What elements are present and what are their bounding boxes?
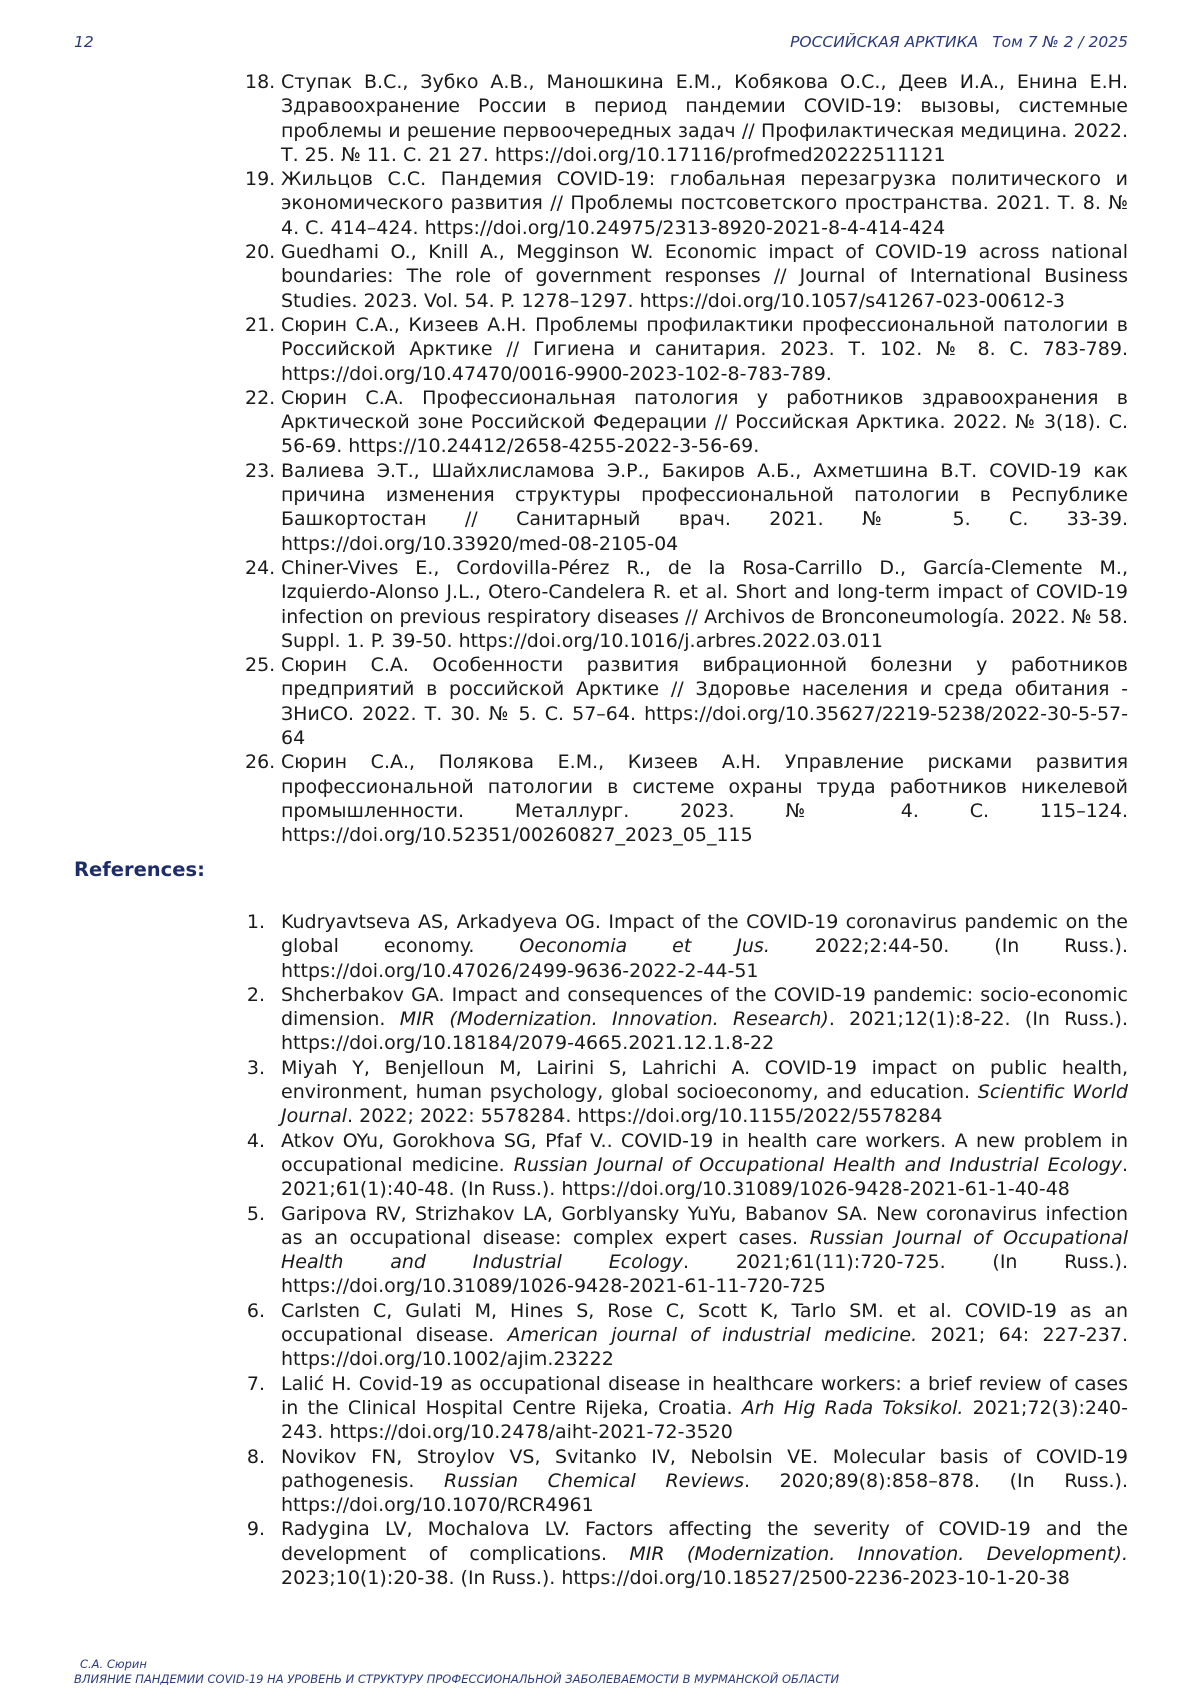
reference-item: [245, 459, 1128, 556]
reference-journal: MIR (Modernization. Innovation. Research): [399, 1008, 829, 1031]
journal-title: [790, 33, 1128, 51]
references-heading: References:: [74, 858, 205, 881]
reference-authors-title: Novikov FN, Stroylov VS, Svitanko IV, Nebolsin VE. Molecular basis of COVID-19 pathogenesis.: [281, 1445, 1128, 1492]
reference-item: [248, 1056, 1128, 1129]
reference-text: Валиева Э.Т., Шайхлисламова Э.Р., Бакиров А.Б., Ахметшина В.Т. COVID-19 как причина изменения структуры профессиональной патологии в Республике Башкортостан // Санитарный врач. 2021. № 5. С. 33-39. https://doi.org/10.33920/med-08-2105-04: [281, 459, 1128, 555]
reference-authors-title: Shcherbakov GA. Impact and consequences of the COVID-19 pandemic: socio-economic dimension.: [281, 983, 1128, 1031]
reference-details: . 2021;12(1):8-22. (In Russ.). https://doi.org/10.18184/2079-4665.2021.12.1.8-22: [281, 1008, 1128, 1055]
reference-journal: American journal of industrial medicine.: [507, 1324, 918, 1347]
reference-authors-title: Garipova RV, Strizhakov LA, Gorblyansky YuYu, Babanov SA. New coronavirus infection as an occupational disease: complex expert cases.: [281, 1202, 1128, 1249]
footer-article-title: ВЛИЯНИЕ ПАНДЕМИИ COVID-19 НА УРОВЕНЬ И СТРУКТУРУ ПРОФЕССИОНАЛЬНОЙ ЗАБОЛЕВАЕМОСТИ В МУРМАНСКОЙ ОБЛАСТИ: [74, 1672, 840, 1686]
reference-item: [248, 1202, 1128, 1299]
reference-journal: Russian Journal of Occupational Health and Industrial Ecology: [513, 1153, 1122, 1176]
reference-text: [281, 1299, 1128, 1372]
reference-number: 21.: [245, 313, 276, 336]
reference-item: [245, 556, 1128, 653]
reference-details: . 2021;61(1):40-48. (In Russ.). https://doi.org/10.31089/1026-9428-2021-61-1-40-48: [281, 1153, 1128, 1201]
reference-item: [245, 313, 1128, 386]
reference-details: 2021; 64: 227-237. https://doi.org/10.1002/ajim.23222: [281, 1324, 1128, 1371]
reference-number: 24.: [245, 556, 276, 579]
reference-journal: Oeconomia et Jus.: [519, 935, 770, 958]
reference-text: [281, 1372, 1128, 1445]
reference-text: [281, 1517, 1128, 1590]
reference-journal: Russian Chemical Reviews: [444, 1469, 745, 1492]
reference-item: [248, 1372, 1128, 1445]
reference-item: [248, 1445, 1128, 1518]
reference-details: 2022;2:44-50. (In Russ.). https://doi.org/10.47026/2499-9636-2022-2-44-51: [281, 935, 1128, 982]
reference-details: 2023;10(1):20-38. (In Russ.). https://doi.org/10.18527/2500-2236-2023-10-1-20-38: [281, 1567, 1070, 1590]
reference-number: 9.: [246, 1518, 265, 1541]
running-footer: [74, 1657, 839, 1687]
reference-number: 1.: [246, 911, 265, 933]
reference-number: 6.: [246, 1299, 265, 1322]
reference-details: 2021;72(3):240-243. https://doi.org/10.2478/aiht-2021-72-3520: [281, 1396, 1128, 1444]
reference-text: Сюрин С.А., Полякова Е.М., Кизеев А.Н. Управление рисками развития профессиональной патологии в системе охраны труда работников никелевой промышленности. Металлург. 2023. № 4. С. 115–124. https://doi.org/10.52351/00260827_2023_05_115: [281, 751, 1128, 847]
reference-item: [248, 910, 1128, 983]
reference-authors-title: Atkov OYu, Gorokhova SG, Pfaf V.. COVID-19 in health care workers. A new problem in occupational medicine.: [281, 1129, 1128, 1176]
journal-name: РОССИЙСКАЯ АРКТИКА: [790, 33, 979, 51]
reference-text: Guedhami O., Knill A., Megginson W. Economic impact of COVID-19 across national boundaries: The role of government responses // Journal of International Business Studies. 2023. Vol. 54. P. 1278–1297. https://doi.org/10.1057/s41267-023-00612-3: [281, 241, 1128, 312]
reference-text: Chiner-Vives E., Cordovilla-Pérez R., de la Rosa-Carrillo D., García-Clemente M., Izquierdo-Alonso J.L., Otero-Candelera R. et al. Short and long-term impact of COVID-19 infection on previous respiratory diseases // Archivos de Bronconeumología. 2022. № 58. Suppl. 1. P. 39-50. https://doi.org/10.1016/j.arbres.2022.03.011: [281, 556, 1128, 652]
reference-text: Сюрин С.А. Особенности развития вибрационной болезни у работников предприятий в российской Арктике // Здоровье населения и среда обитания - ЗНиСО. 2022. Т. 30. № 5. С. 57–64. https://doi.org/10.35627/2219-5238/2022-30-5-57-64: [281, 654, 1128, 750]
reference-number: 25.: [245, 654, 276, 677]
reference-authors-title: Miyah Y, Benjelloun M, Lairini S, Lahrichi A. COVID-19 impact on public health, environment, human psychology, global socioeconomy, and education.: [281, 1056, 1128, 1104]
reference-journal: Russian Journal of Occupational Health and Industrial Ecology: [281, 1226, 1128, 1274]
reference-authors-title: Kudryavtseva AS, Arkadyeva OG. Impact of the COVID-19 coronavirus pandemic on the global economy.: [281, 911, 1128, 958]
reference-text: [281, 1056, 1128, 1129]
reference-text: [281, 1202, 1128, 1299]
russian-reference-list: [245, 70, 1128, 848]
reference-number: 2.: [246, 983, 265, 1006]
reference-item: [248, 1517, 1128, 1590]
reference-details: . 2021;61(11):720-725. (In Russ.). https://doi.org/10.31089/1026-9428-2021-61-11-720-725: [281, 1251, 1128, 1298]
reference-number: 23.: [245, 459, 276, 482]
reference-text: [281, 983, 1128, 1056]
reference-text: Сюрин С.А., Кизеев А.Н. Проблемы профилактики профессиональной патологии в Российской Арктике // Гигиена и санитария. 2023. Т. 102. № 8. С. 783-789. https://doi.org/10.47470/0016-9900-2023-102-8-783-789.: [281, 313, 1128, 385]
reference-number: 26.: [245, 751, 276, 774]
reference-item: [248, 983, 1128, 1056]
reference-item: [245, 167, 1128, 240]
reference-text: [281, 910, 1128, 983]
reference-number: 19.: [245, 168, 276, 191]
reference-item: [248, 1129, 1128, 1202]
footer-author: С.А. Сюрин: [80, 1657, 147, 1671]
reference-item: [245, 386, 1128, 459]
reference-authors-title: Radygina LV, Mochalova LV. Factors affecting the severity of COVID-19 and the development of complications.: [281, 1518, 1128, 1565]
reference-item: [245, 70, 1128, 167]
reference-number: 22.: [245, 386, 276, 409]
reference-authors-title: Lalić H. Covid-19 as occupational disease in healthcare workers: a brief review of cases in the Clinical Hospital Centre Rijeka, Croatia.: [281, 1372, 1128, 1419]
reference-text: Ступак В.С., Зубко А.В., Маношкина Е.М., Кобякова О.С., Деев И.А., Енина Е.Н. Здравоохранение России в период пандемии COVID-19: вызовы, системные проблемы и решение первоочередных задач // Профилактическая медицина. 2022. Т. 25. № 11. С. 21 27. https://doi.org/10.17116/profmed20222511121: [281, 71, 1128, 166]
reference-item: [245, 653, 1128, 750]
reference-item: [245, 240, 1128, 313]
reference-item: [245, 750, 1128, 847]
reference-authors-title: Carlsten C, Gulati M, Hines S, Rose C, Scott K, Tarlo SM. et al. COVID-19 as an occupational disease.: [281, 1299, 1128, 1347]
english-reference-list: [248, 910, 1128, 1590]
reference-item: [248, 1299, 1128, 1372]
reference-number: 8.: [246, 1445, 265, 1468]
reference-number: 7.: [246, 1372, 265, 1395]
reference-text: [281, 1445, 1128, 1518]
reference-number: 18.: [245, 71, 276, 93]
reference-text: [281, 1129, 1128, 1202]
reference-number: 20.: [245, 241, 276, 264]
reference-details: . 2022; 2022: 5578284. https://doi.org/10.1155/2022/5578284: [347, 1105, 943, 1128]
reference-number: 5.: [246, 1202, 265, 1225]
running-header: [74, 33, 1128, 57]
reference-journal: Scientific World Journal: [281, 1081, 1128, 1128]
reference-journal: Arh Hig Rada Toksikol.: [741, 1396, 964, 1419]
reference-number: 3.: [246, 1056, 265, 1079]
journal-volume: Том 7 № 2 / 2025: [992, 33, 1128, 51]
reference-text: Сюрин С.А. Профессиональная патология у работников здравоохранения в Арктической зоне Российской Федерации // Российская Арктика. 2022. № 3(18). С. 56-69. https://10.24412/2658-4255-2022-3-56-69.: [281, 386, 1128, 458]
page-number: 12: [74, 33, 94, 51]
reference-number: 4.: [246, 1129, 265, 1152]
reference-text: Жильцов С.С. Пандемия COVID-19: глобальная перезагрузка политического и экономического развития // Проблемы постсоветского пространства. 2021. Т. 8. № 4. С. 414–424. https://doi.org/10.24975/2313-8920-2021-8-4-414-424: [281, 168, 1128, 239]
reference-details: . 2020;89(8):858–878. (In Russ.). https://doi.org/10.1070/RCR4961: [281, 1469, 1128, 1517]
reference-journal: MIR (Modernization. Innovation. Development).: [629, 1542, 1128, 1565]
